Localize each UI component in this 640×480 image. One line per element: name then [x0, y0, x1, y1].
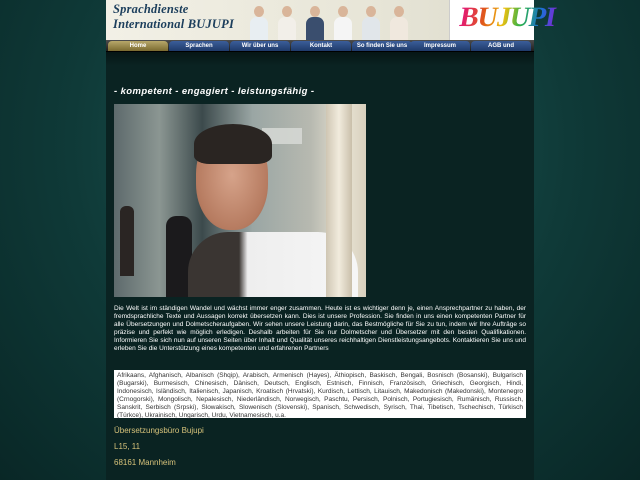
brand-line-1: Sprachdienste — [113, 2, 189, 16]
logo[interactable] — [449, 0, 558, 40]
team-person — [362, 4, 380, 40]
team-person — [334, 4, 352, 40]
hero-photo — [114, 104, 366, 297]
header-team-image — [248, 2, 448, 40]
address-name: Übersetzungsbüro Bujupi — [114, 426, 204, 435]
languages-list: Afrikaans, Afghanisch, Albanisch (Shqip), Arabisch, Armenisch (Hayes), Äthiopisch, Baskisch, Bengali, Bosnisch (Bosanski), Bulgarisch (Bugarski), Burmesisch, Chinesisch, Dänisch, Deutsch, Englisch, Estnisch, Finnisch, Französisch, Griechisch, Georgisch, Hindi, Indonesisch, Isländisch, Italienisch, Japanisch, Kroatisch (Hrvatski), Kurdisch, Lettisch, Litauisch, Makedonisch (Makedonski), Montenegro (Crnogorski), Mongolisch, Nepalesisch, Niederländisch, Norwegisch, Paschtu, Persisch, Polnisch, Portugiesisch, Rumänisch, Russisch, Sanskrit, Serbisch (Srpski), Slowakisch, Slowenisch (Slovenski), Spanisch, Schwedisch, Syrisch, Thai, Tibetisch, Tschechisch, Türkisch (Türkce), Ukrainisch, Ungarisch, Urdu, Vietnamesisch, u.a. — [114, 370, 526, 418]
team-person — [306, 4, 324, 40]
nav-home[interactable]: Home — [108, 41, 168, 51]
address-street: L15, 11 — [114, 442, 141, 451]
logo-text: BUJUPI — [457, 2, 558, 33]
nav-so-finden-sie-uns[interactable]: So finden Sie uns — [352, 41, 412, 51]
team-person — [250, 4, 268, 40]
nav-wir-ueber-uns[interactable]: Wir über uns — [230, 41, 290, 51]
team-person — [390, 4, 408, 40]
site-header — [106, 0, 558, 40]
brand-line-2: International BUJUPI — [113, 17, 235, 31]
address-city: 68161 Mannheim — [114, 458, 176, 467]
photo-pillar — [326, 104, 352, 297]
photo-man-hair — [194, 124, 272, 164]
nav-impressum[interactable]: Impressum — [410, 41, 470, 51]
nav-agb[interactable]: AGB und — [471, 41, 531, 51]
team-person — [278, 4, 296, 40]
intro-text: Die Welt ist im ständigen Wandel und wächst immer enger zusammen. Heute ist es wichtiger denn je, einen Ansprechpartner zu haben, der fremdsprachliche Texte und Aussagen korrekt übersetzen kann. Dies ist unsere Profession. Sie finden in uns einen kompetenten Partner für alle Übersetzungen und Dolmetscheraufgaben. Wir sehen unsere Leistung darin, das Bestmögliche für Sie zu tun, indem wir Ihre Aufträge so präzise und perfekt wie möglich erledigen. Deshalb arbeiten für Sie nur Dolmetscher und Übersetzer mit den besten Qualifikationen. Informieren Sie sich nun auf unseren Seiten über Inhalt und Qualität unseres reichhaltigen Dienstleistungsangebots. Kontaktieren Sie uns und erleben Sie die Unterstützung eines kompetenten und erfahrenen Partners — [114, 305, 526, 352]
photo-bystander — [120, 206, 134, 276]
nav-kontakt[interactable]: Kontakt — [291, 41, 351, 51]
main-navigation — [106, 40, 534, 52]
nav-shadow — [106, 52, 534, 66]
page-container — [106, 0, 558, 480]
page-tagline: - kompetent - engagiert - leistungsfähig - — [114, 86, 315, 97]
nav-sprachen[interactable]: Sprachen — [169, 41, 229, 51]
